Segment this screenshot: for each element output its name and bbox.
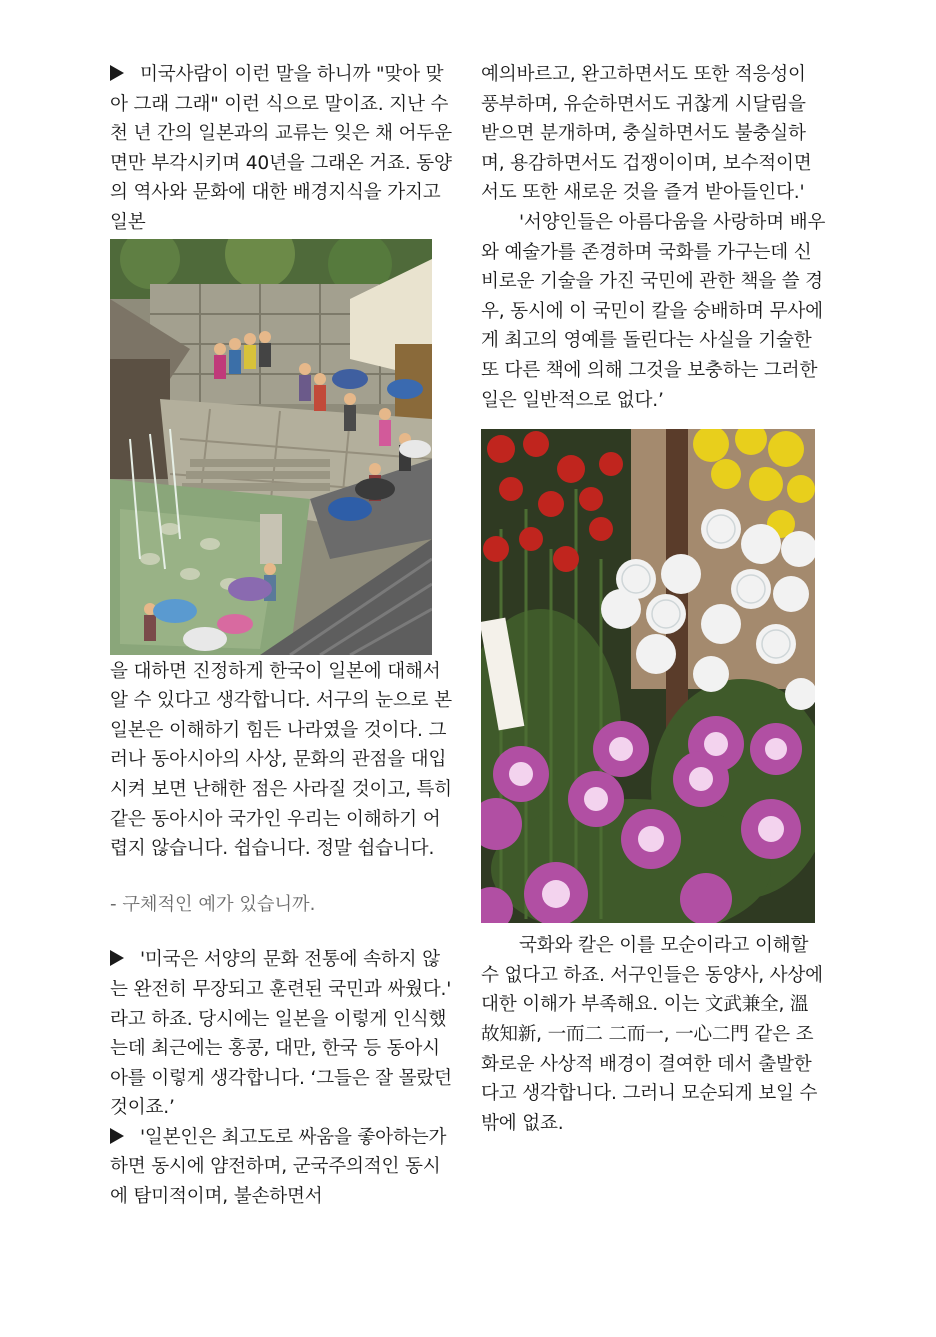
left-paragraph-2: 을 대하면 진정하게 한국이 일본에 대해서 알 수 있다고 생각합니다. 서구의 눈으로 본 일본은 이해하기 힘든 나라였을 것이다. 그러나 동아시아의 사상, 문화의 관점을 대입시켜 보면 난해한 점은 사라질 것이고, 특히 같은 동아시아 국가인 우리는 이해하기 어렵지 않습니다. 쉽습니다. 정말 쉽습니다. xyxy=(110,660,452,860)
chrysanthemum-photo xyxy=(481,429,815,923)
spacer xyxy=(110,864,455,890)
bullet-triangle-icon xyxy=(110,950,124,966)
temple-waterfall-photo xyxy=(110,239,432,655)
interview-question: - 구체적인 예가 있습니까. xyxy=(110,893,316,915)
left-paragraph-1: 미국사람이 이런 말을 하니까 "맞아 맞아 그래 그래" 이런 식으로 말이죠. 지난 수천 년 간의 일본과의 교류는 잊은 채 어두운 면만 부각시키며 40년을 그래온 거죠. 동양의 역사와 문화에 대한 배경지식을 가지고 일본 xyxy=(110,64,452,233)
chrysanthemum-photo-drawing xyxy=(481,429,815,923)
left-paragraph-3: '미국은 서양의 문화 전통에 속하지 않는 완전히 무장되고 훈련된 국민과 싸웠다.' 라고 하죠. 당시에는 일본을 이렇게 인식했는데 최근에는 홍콩, 대만, 한국 등 동아시아를 이렇게 생각합니다. ‘그들은 잘 몰랐던 것이죠.’ xyxy=(110,949,452,1119)
right-paragraph-2: '서양인들은 아름다움을 사랑하며 배우와 예술가를 존경하며 국화를 가구는데 신비로운 기술을 가진 국민에 관한 책을 쓸 경우, 동시에 이 국민이 칼을 숭배하며 무사에게 최고의 영예를 돌린다는 사실을 기술한 또 다른 책에 의해 그것을 보충하는 그러한 일은 일반적으로 없다.’ xyxy=(481,211,826,411)
bullet-triangle-icon xyxy=(110,65,124,81)
left-paragraph-4: '일본인은 최고도로 싸움을 좋아하는가 하면 동시에 얌전하며, 군국주의적인 동시에 탐미적이며, 불손하면서 xyxy=(110,1126,447,1208)
left-column xyxy=(110,60,455,1212)
temple-waterfall-photo-drawing xyxy=(110,239,432,655)
bullet-triangle-icon xyxy=(110,1128,124,1144)
right-paragraph-1: 예의바르고, 완고하면서도 또한 적응성이 풍부하며, 유순하면서도 귀찮게 시달림을 받으면 분개하며, 충실하면서도 불충실하며, 용감하면서도 겁쟁이이며, 보수적이면서도 또한 새로운 것을 즐겨 받아들인다.' xyxy=(481,64,812,204)
spacer xyxy=(110,919,455,945)
right-column xyxy=(481,60,826,1138)
right-paragraph-3: 국화와 칼은 이를 모순이라고 이해할 수 없다고 하죠. 서구인들은 동양사, 사상에 대한 이해가 부족해요. 이는 文武兼全, 溫故知新, 一而二 二而一, 一心二門 같은 조화로운 사상적 배경이 결여한 데서 출발한다고 생각합니다. 그러니 모순되게 보일 수밖에 없죠. xyxy=(481,935,823,1134)
